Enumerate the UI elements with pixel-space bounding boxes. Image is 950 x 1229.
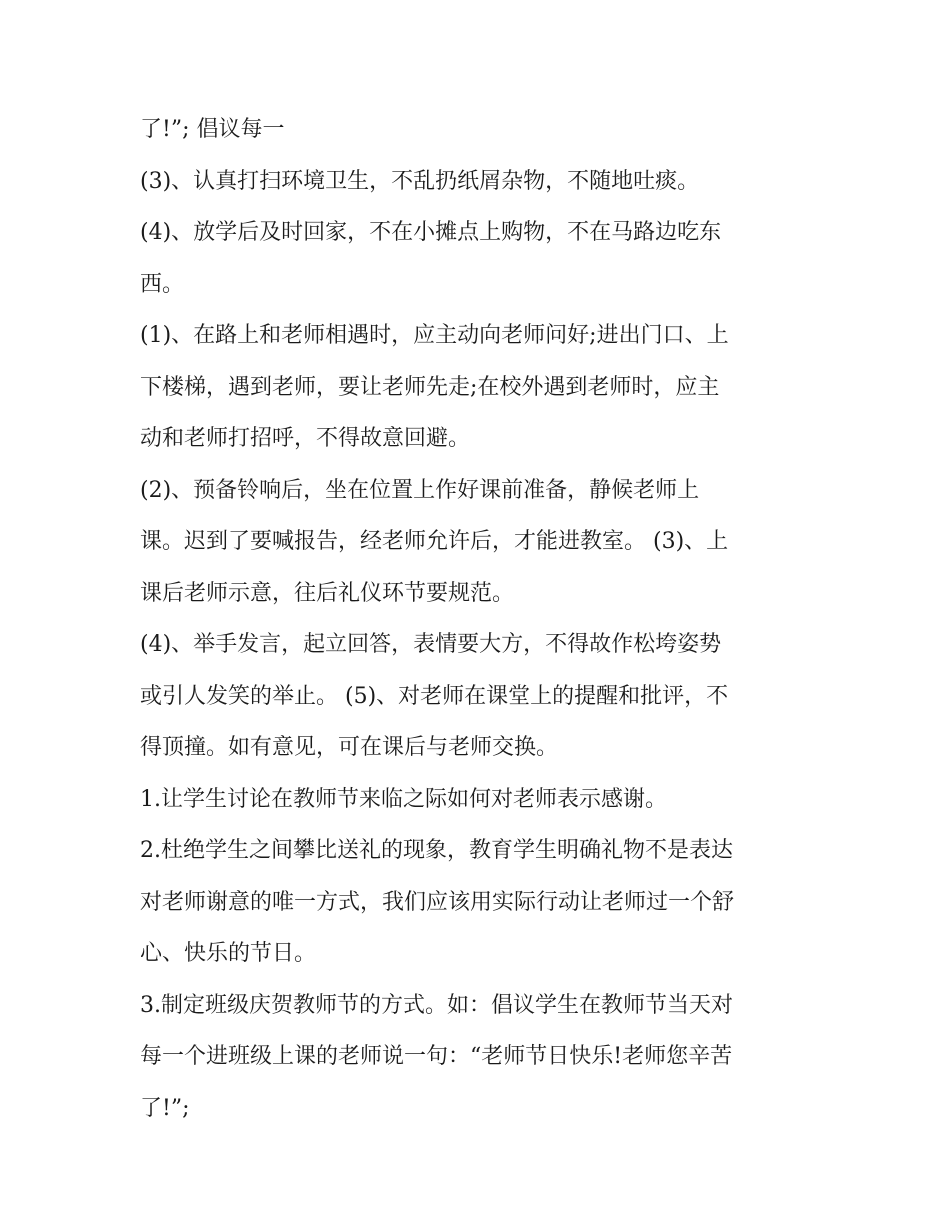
text-line: 课。迟到了要喊报告，经老师允许后，才能进教室。 (3)、上 (140, 529, 729, 554)
text-line: 1.让学生讨论在教师节来临之际如何对老师表示感谢。 (140, 786, 667, 812)
text-line: 动和老师打招呼，不得故意回避。 (140, 426, 471, 451)
text-line: 下楼梯，遇到老师，要让老师先走;在校外遇到老师时，应主 (140, 374, 720, 400)
text-line: 或引人发笑的举止。 (5)、对老师在课堂上的提醒和批评，不 (140, 683, 729, 709)
text-line: (4)、放学后及时回家，不在小摊点上购物，不在马路边吃东 (140, 220, 722, 245)
text-line: 得顶撞。如有意见，可在课后与老师交换。 (140, 735, 559, 760)
text-line: 了!”; 倡议每一 (140, 117, 285, 142)
text-line: 对老师谢意的唯一方式，我们应该用实际行动让老师过一个舒 (140, 889, 735, 915)
text-line: (2)、预备铃响后，坐在位置上作好课前准备，静候老师上 (140, 477, 700, 503)
text-line: 2.杜绝学生之间攀比送礼的现象，教育学生明确礼物不是表达 (140, 838, 733, 863)
text-line: 了!”; (140, 1095, 190, 1121)
text-line: 课后老师示意，往后礼仪环节要规范。 (140, 580, 515, 606)
text-line: 西。 (140, 271, 185, 297)
text-line: (1)、在路上和老师相遇时，应主动向老师问好;进出门口、上 (140, 323, 729, 348)
text-line: 3.制定班级庆贺教师节的方式。如：倡议学生在教师节当天对 (140, 992, 733, 1018)
document-body (140, 104, 820, 1134)
text-line: 每一个进班级上课的老师说一句：“老师节日快乐!老师您辛苦 (140, 1044, 733, 1069)
text-line: 心、快乐的节日。 (140, 941, 317, 966)
text-line: (3)、认真打扫环境卫生，不乱扔纸屑杂物，不随地吐痰。 (140, 168, 700, 194)
text-line: (4)、举手发言，起立回答，表情要大方，不得故作松垮姿势 (140, 632, 722, 657)
